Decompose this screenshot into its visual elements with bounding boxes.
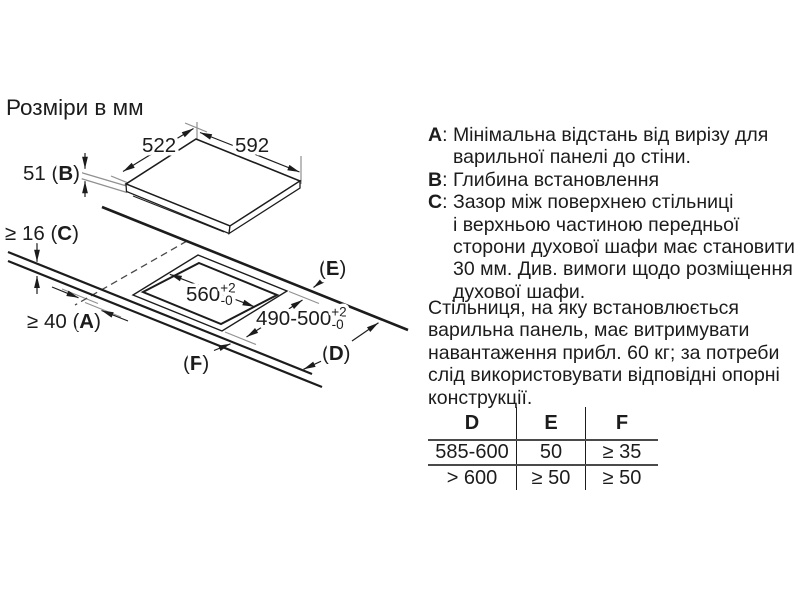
label-d: (D)	[322, 342, 351, 365]
note-line3: навантаження прибл. 60 кг; за потреби	[428, 341, 780, 364]
table-header-d: D	[428, 407, 517, 440]
legend-c-line4: 30 мм. Див. вимоги щодо розміщення	[453, 258, 793, 281]
dim-c-label: ≥ 16 (C)	[5, 222, 79, 245]
dim-width-label: 592	[235, 134, 270, 157]
label-e: (E)	[319, 257, 347, 280]
legend-item-c: C: Зазор між поверхнею стільниці і верхньою частиною передньої сторони духової шафи має становити 30 мм. Див. вимоги щодо розміщення духової шафи.	[428, 191, 798, 303]
legend-b-line1: Глибина встановлення	[452, 168, 660, 191]
legend-item-b: B: Глибина встановлення	[428, 168, 660, 191]
table-header-row	[428, 407, 658, 440]
load-note	[428, 297, 798, 409]
legend-a-line1: Мінімальна відстань від вирізу для	[452, 124, 769, 146]
note-line1: Стільниця, на яку встановлюється	[428, 297, 739, 319]
note-line4: слід використовувати відповідні опорні	[428, 364, 780, 387]
table-cell-f2: ≥ 50	[586, 465, 659, 490]
installation-diagram	[0, 0, 442, 400]
worktop-back-edge	[102, 207, 408, 330]
legend-key-c: C	[428, 191, 443, 214]
legend-c-line2: і верхньою частиною передньої	[453, 213, 740, 236]
dimension-table	[428, 407, 658, 490]
label-f: (F)	[183, 352, 210, 375]
legend-c-line1: Зазор між поверхнею стільниці	[452, 191, 734, 214]
table-cell-d1: 585-600	[428, 440, 517, 465]
table-header-f: F	[586, 407, 659, 440]
legend-key-a: A	[428, 124, 443, 146]
cutout-depth-label: $490-500^{+2}$ -0	[256, 304, 347, 332]
dim-b-label: 51 (B)	[23, 162, 80, 185]
table-row	[428, 440, 658, 465]
table-header-e: E	[517, 407, 586, 440]
legend-c-line5: духової шафи.	[453, 280, 586, 303]
legend-a-line2: варильної панелі до стіни.	[453, 146, 691, 169]
dim-depth-label: 522	[142, 134, 177, 157]
page-title: Розміри в мм	[6, 95, 144, 120]
table-cell-d2: > 600	[446, 466, 498, 489]
table-cell-f1: ≥ 35	[586, 440, 659, 465]
legend-item-a: A: Мінімальна відстань від вирізу для варильної панелі до стіни.	[428, 124, 798, 169]
legend-key-b: B	[428, 168, 443, 191]
dim-a-label: ≥ 40 (A)	[27, 310, 101, 333]
table-row	[428, 465, 658, 490]
table-cell-e2: ≥ 50	[517, 465, 586, 490]
legend-c-line3: сторони духової шафи має становити	[453, 236, 795, 259]
note-line2: варильна панель, має витримувати	[428, 319, 750, 342]
cutout-width-label: $560^{+2}$ -0	[186, 280, 236, 308]
legend-list	[428, 124, 798, 303]
note-line5: конструкції.	[428, 386, 533, 409]
table-cell-e1: 50	[517, 440, 586, 465]
